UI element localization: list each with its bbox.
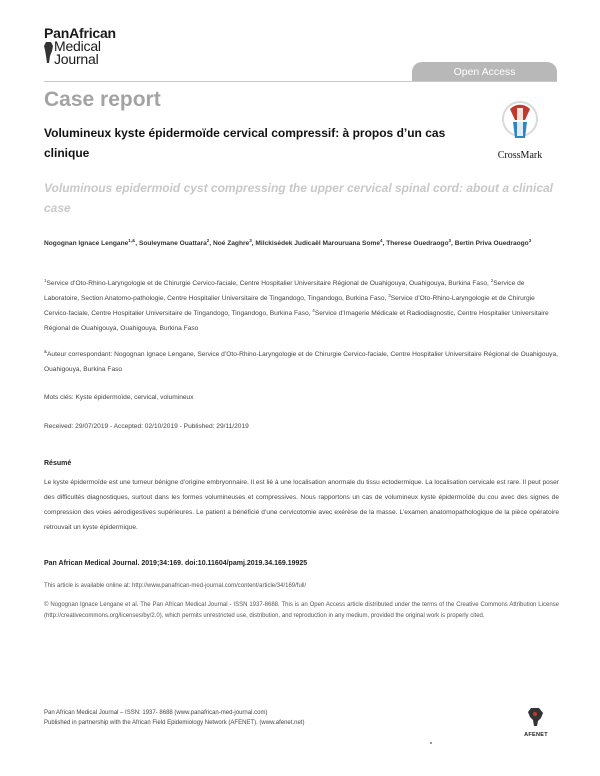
author-name: Bertin Priva Ouedraogo <box>454 240 529 247</box>
logo-line-2: Medical <box>54 38 101 54</box>
author-name: Nogognan Ignace Lengane <box>44 240 129 247</box>
affiliation-text: Service de Laboratoire, Section Anatomo-pathologie, Centre Hospitalier Universitaire de Tingandogo, Tingandogo, Burkina Faso, <box>44 280 525 302</box>
affiliation-text: Service d’Oto-Rhino-Laryngologie et de Chirurgie Cervico-faciale, Centre Hospitalier Universitaire Régional de Ouahigouya, Ouahigouya, Burkina Faso, <box>46 280 491 287</box>
author-sup: 3 <box>528 237 532 243</box>
logo-line-1: PanAfrican <box>44 25 116 41</box>
afenet-map-icon <box>526 707 546 727</box>
corresponding-author <box>44 347 559 377</box>
article-title-fr: Volumineux kyste épidermoïde cervical compressif: à propos d’un cas clinique <box>44 126 446 160</box>
author-sup: 3 <box>448 237 452 243</box>
afenet-label: AFENET <box>524 732 548 738</box>
open-access-badge: Open Access <box>412 62 557 82</box>
author-sup: 3 <box>249 237 252 243</box>
header-divider <box>44 81 557 82</box>
author-list: Nogognan Ignace Lengane$^{1,\&}$, Souleymane Ouattara$^2$, Noé Zaghre$^3$, Milckisédek Judicaël Marouruana Some$^4$, Therese Ouedraogo$^3$, Bertin Priva Ouedraogo$^3$ <box>44 237 532 247</box>
author-name: Souleymane Ouattara <box>138 240 207 247</box>
logo-line-3: Journal <box>54 51 99 67</box>
afenet-logo <box>514 707 558 738</box>
available-online: This article is available online at: http://www.panafrican-med-journal.com/content/article/34/169/full/ <box>44 583 307 589</box>
journal-logo <box>44 27 144 66</box>
author-name: Therese Ouedraogo <box>386 240 449 247</box>
corresponding-text: Auteur correspondant: Nogognan Ignace Lengane, Service d’Oto-Rhino-Laryngologie et de Chirurgie Cervico-faciale, Centre Hospitalier Universitaire Régional de Ouahigouya, Ouahigouya, Burkina Faso <box>44 351 558 373</box>
license-text: © Nogognan Ignace Lengane et al. The Pan African Medical Journal - ISSN 1937-8688. This is an Open Access article distributed under the terms of the Creative Commons Attribution License (http://creativecommons.org/licenses/by/2.0), which permits unrestricted use, distribution, and reproduction in any medium, provided the original work is properly cited. <box>44 602 559 619</box>
publication-dates: Received: 29/07/2019 - Accepted: 02/10/2019 - Published: 29/11/2019 <box>44 423 249 430</box>
africa-map-icon <box>44 41 54 65</box>
affiliation-text: Service d’Oto-Rhino-Laryngologie et de Chirurgie Cervico-faciale, Centre Hospitalier Universitaire de Tingandogo, Tingandogo, Burkina Faso, <box>44 295 535 317</box>
affiliation-sup: 4 <box>312 307 315 313</box>
author-sup: 4 <box>380 237 383 243</box>
citation: Pan African Medical Journal. 2019;34:169. doi:10.11604/pamj.2019.34.169.19925 <box>44 560 308 567</box>
crossmark-icon <box>501 100 539 144</box>
crossmark-label: CrossMark <box>497 150 543 161</box>
crossmark-button[interactable] <box>488 100 552 161</box>
footer-line-2: Published in partnership with the African Field Epidemiology Network (AFENET). (www.afenet.net) <box>44 720 305 726</box>
author-sup: 2 <box>206 237 210 243</box>
corresponding-sup: & <box>44 348 48 354</box>
affiliation-sup: 1 <box>44 277 47 283</box>
abstract-text: Le kyste épidermoïde est une tumeur bénigne d’origine embryonnaire. Il est lié à une localisation anormale du tissu ectodermique. La localisation cervicale est rare. Il peut poser des difficultés diagnostiques, surtout dans les formes volumineuses et compressives. Nous rapportons un cas de volumineux kyste épidermoïde du cou avec des signes de compression des voies aérodigestives supérieures. Le patient a bénéficié d’une cervicotomie avec exérèse de la masse. L’examen anatomopathologique de la pièce opératoire retrouvait un kyste épidermique. <box>44 479 559 531</box>
abstract-heading: Résumé <box>44 460 72 467</box>
author-sup: 1,& <box>128 237 136 243</box>
affiliation-sup: 3 <box>388 292 391 298</box>
author-name: Milckisédek Judicaël Marouruana Some <box>255 240 381 247</box>
affiliation-text: Service d’Imagerie Médicale et Radiodiagnostic, Centre Hospitalier Universitaire Régional de Ouahigouya, Ouahigouya, Burkina Faso <box>44 310 549 332</box>
affiliation-sup: 2 <box>490 277 494 283</box>
author-name: Noé Zaghre <box>212 240 250 247</box>
affiliations <box>44 276 559 336</box>
footer-line-1: Pan African Medical Journal – ISSN: 1937- 8688 (www.panafrican-med-journal.com) <box>44 710 268 716</box>
section-heading: Case report <box>44 88 161 111</box>
keywords: Mots clés: Kyste épidermoïde, cervical, volumineux <box>44 394 194 401</box>
article-title-en: Voluminous epidermoid cyst compressing the upper cervical spinal cord: about a clinical case <box>44 181 554 215</box>
page-mark <box>430 742 432 744</box>
